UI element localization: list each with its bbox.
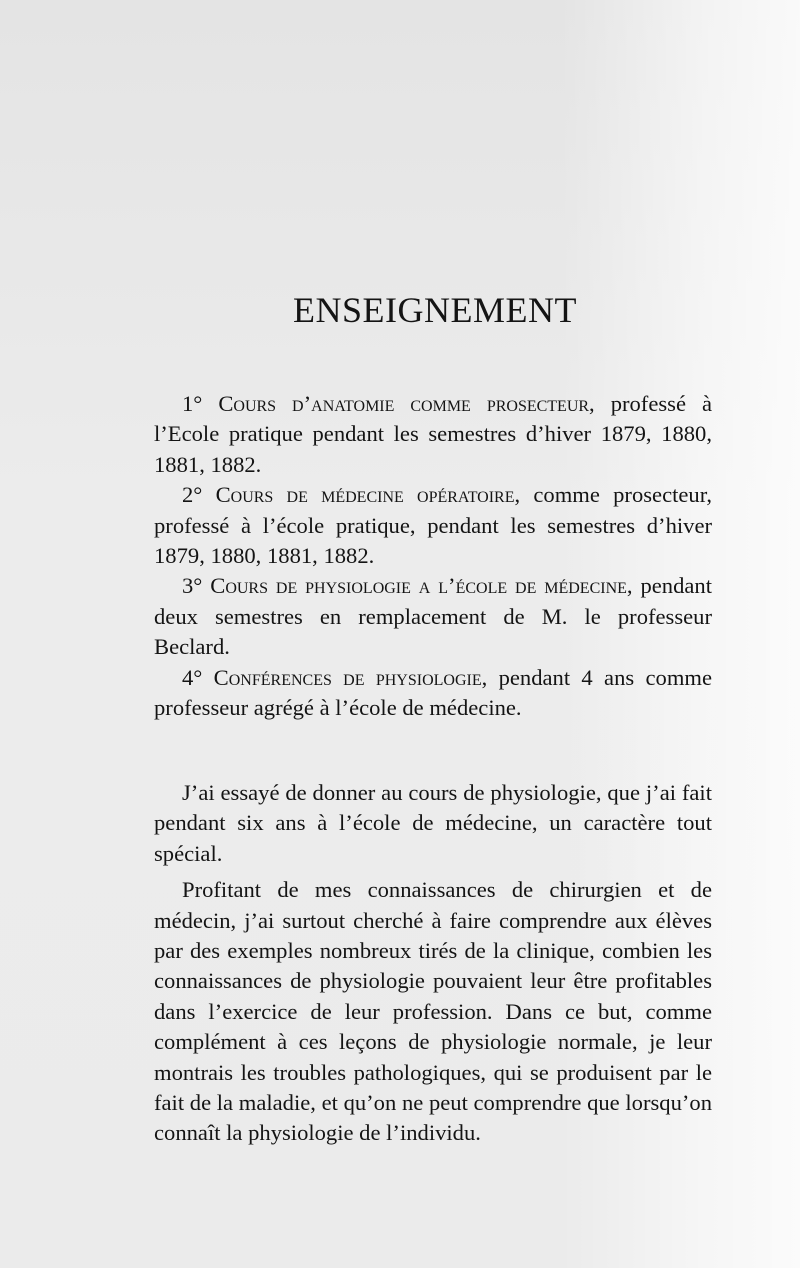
course-title: Cours de physiologie a l’école de médecine, [210,573,633,599]
course-item-1 [154,389,712,480]
course-number: 1° [182,391,203,416]
page-heading: ENSEIGNEMENT [293,290,577,330]
course-item-2 [154,480,712,571]
course-item-4 [154,663,712,724]
course-text: comme prosecteur, professé à l’école pratique, pendant les semestres d’hiver 1879, 1880, 1881, 1882. [154,482,712,569]
paragraph-1: J’ai essayé de donner au cours de physiologie, que j’ai fait pendant six ans à l’école de médecine, un caractère tout spécial. [154,780,712,866]
paragraph-2: Profitant de mes connaissances de chirurgien et de médecin, j’ai surtout cherché à faire comprendre aux élèves par des exemples nombreux tirés de la clinique, combien les connaissances de physiologie pouvaient leur être profitables dans l’exercice de leur profession. Dans ce but, comme complément à ces leçons de physiologie normale, je leur montrais les troubles pathologiques, qui se produisent par le fait de la maladie, et qu’on ne peut comprendre que lorsqu’on connaît la physiologie de l’individu. [154,877,712,1146]
course-list [154,389,712,723]
course-item-3 [154,571,712,662]
course-title: Cours d’anatomie comme prosecteur, [218,391,595,416]
course-title: Conférences de physiologie, [213,664,488,690]
course-text: pendant 4 ans comme professeur agrégé à l’école de médecine. [154,664,712,721]
course-text: professé à l’Ecole pratique pendant les semestres d’hiver 1879, 1880, 1881, 1882. [154,391,712,477]
course-title: Cours de médecine opératoire, [215,482,521,508]
course-number: 2° [182,482,203,508]
course-number: 4° [182,664,203,690]
course-text: pendant deux semestres en remplacement de M. le professeur Beclard. [154,573,712,660]
teaching-description [154,778,712,1149]
course-number: 3° [182,573,203,599]
